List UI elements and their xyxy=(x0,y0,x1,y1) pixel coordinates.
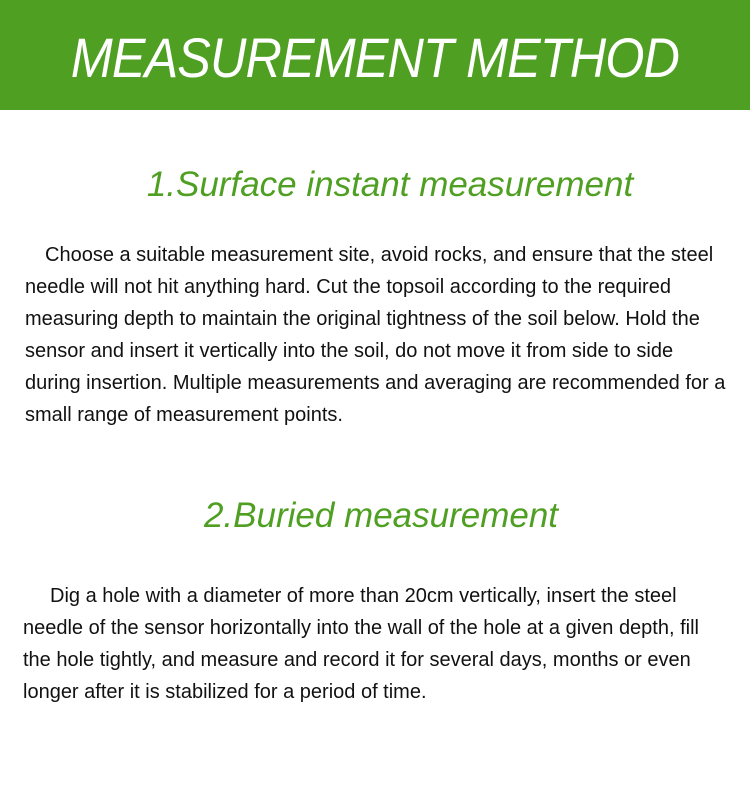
section-buried-measurement xyxy=(0,496,750,708)
page-title: MEASUREMENT METHOD xyxy=(70,25,680,89)
section-title: 1.Surface instant measurement xyxy=(146,165,634,204)
section-body-text: Choose a suitable measurement site, avoid rocks, and ensure that the steel needle will not hit anything hard. Cut the topsoil according to the required measuring depth to maintain the original tightness of the soil below. Hold the sensor and insert it vertically into the soil, do not move it from side to side during insertion. Multiple measurements and averaging are recommended for a small range of measurement points. xyxy=(25,244,726,426)
section-body xyxy=(0,239,750,431)
section-surface-measurement xyxy=(0,165,750,431)
header-banner xyxy=(0,0,750,110)
section-body xyxy=(0,580,750,708)
section-body-text: Dig a hole with a diameter of more than 20cm vertically, insert the steel needle of the sensor horizontally into the wall of the hole at a given depth, fill the hole tightly, and measure and record it for several days, months or even longer after it is stabilized for a period of time. xyxy=(23,585,699,703)
section-title: 2.Buried measurement xyxy=(203,496,559,535)
